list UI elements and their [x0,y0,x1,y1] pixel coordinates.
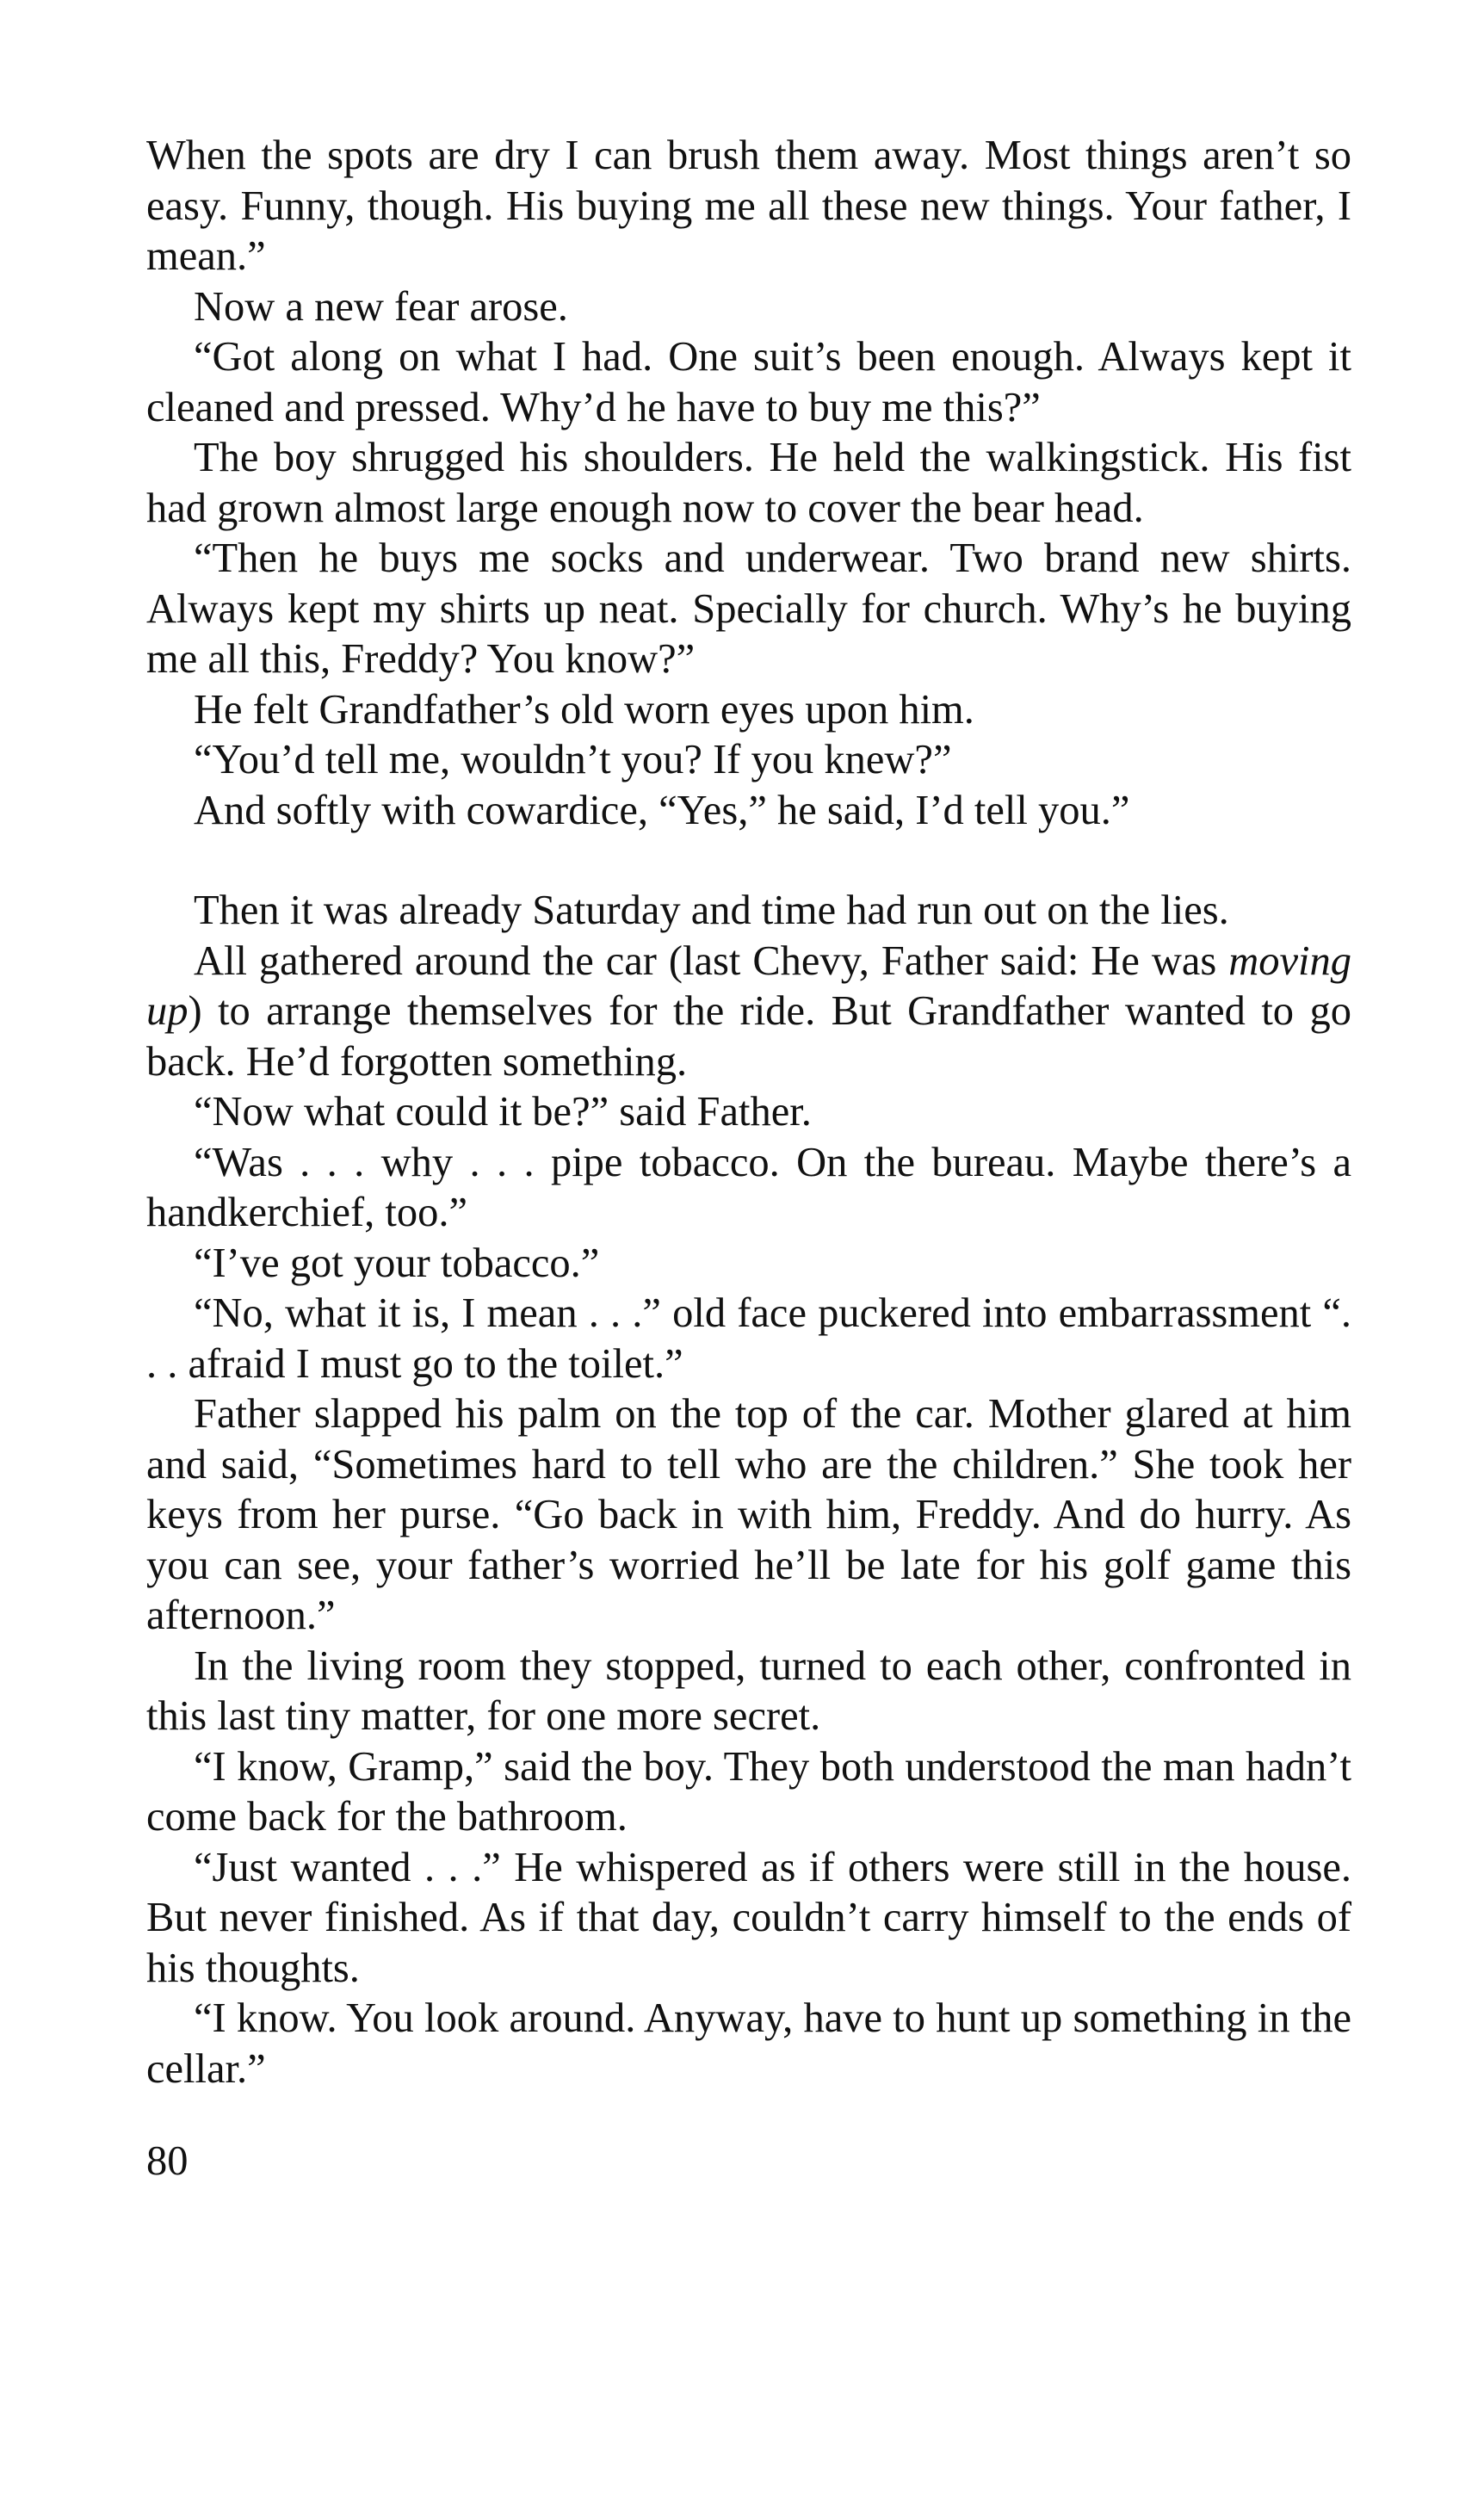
text-run: ) to arrange themselves for the ride. But Grandfather wanted to go back. He’d forgotten something. [146,988,1351,1085]
paragraph: Father slapped his palm on the top of the car. Mother glared at him and said, “Sometimes hard to tell who are the children.” She took her keys from her purse. “Go back in with him, Freddy. And do hurry. As you can see, your father’s worried he’ll be late for his golf game this afternoon.” [146,1391,1351,1638]
paragraph: And softly with cowardice, “Yes,” he said, I’d tell you.” [194,787,1130,833]
paragraph: Then it was already Saturday and time had run out on the lies. [194,888,1229,933]
section-break [146,836,1351,886]
paragraph: “Then he buys me socks and underwear. Two brand new shirts. Always kept my shirts up neat. Specially for church. Why’s he buying me all this, Freddy? You know?” [146,535,1351,682]
paragraph: “I know. You look around. Anyway, have to hunt up something in the cellar.” [146,1995,1351,2092]
text-run: All gathered around the car (last Chevy, Father said: He was [194,937,1229,984]
paragraph: “Just wanted . . .” He whispered as if others were still in the house. But never finished. As if that day, couldn’t carry himself to the ends of his thoughts. [146,1844,1351,1991]
paragraph: When the spots are dry I can brush them away. Most things aren’t so easy. Funny, though. His buying me all these new things. Your father, I mean.” [146,133,1351,279]
paragraph: “Now what could it be?” said Father. [194,1089,812,1135]
paragraph: “You’d tell me, wouldn’t you? If you knew?” [194,737,952,782]
paragraph: “I’ve got your tobacco.” [194,1240,600,1286]
paragraph: “Got along on what I had. One suit’s been enough. Always kept it cleaned and pressed. Why’d he have to buy me this?” [146,334,1351,430]
paragraph: Now a new fear arose. [194,283,568,330]
paragraph: “Was . . . why . . . pipe tobacco. On the bureau. Maybe there’s a handkerchief, too.” [146,1139,1351,1235]
page-number: 80 [146,2138,189,2184]
paragraph: “I know, Gramp,” said the boy. They both understood the man hadn’t come back for the bathroom. [146,1743,1351,1840]
paragraph: The boy shrugged his shoulders. He held the walkingstick. His fist had grown almost large enough now to cover the bear head. [146,435,1351,531]
italic-text: moving up [146,937,1351,1034]
paragraph: In the living room they stopped, turned to each other, confronted in this last tiny matter, for one more secret. [146,1642,1351,1739]
paragraph: He felt Grandfather’s old worn eyes upon him. [194,686,974,733]
book-page [146,131,1351,2094]
paragraph [146,937,1351,1088]
paragraph: “No, what it is, I mean . . .” old face puckered into embarrassment “. . . afraid I must go to the toilet.” [146,1290,1351,1387]
